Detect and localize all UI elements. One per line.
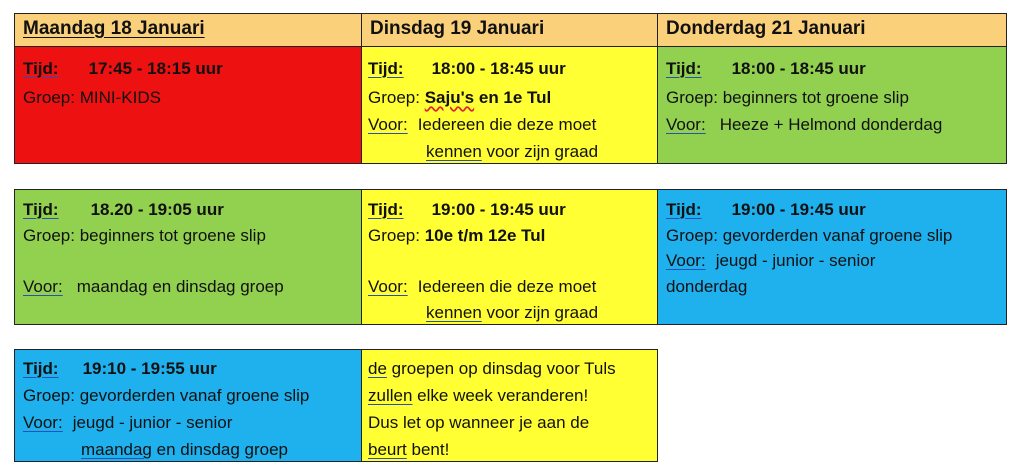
row3-monday-for-2a: maandag — [81, 440, 152, 459]
row2-monday-time-line — [23, 200, 224, 220]
group-label: Groep: — [23, 386, 75, 405]
time-label: Tijd: — [23, 200, 59, 219]
note-2a: zullen — [368, 386, 413, 405]
row2-monday-group: beginners tot groene slip — [79, 226, 266, 245]
time-label: Tijd: — [368, 200, 404, 219]
row1-tuesday-for-1: Iedereen die deze moet — [417, 115, 597, 134]
time-label: Tijd: — [23, 359, 59, 378]
note-line-2 — [368, 386, 588, 406]
row1-tuesday-cell — [361, 46, 658, 164]
row1-thursday-time: 18:00 - 18:45 uur — [731, 59, 866, 78]
time-label: Tijd: — [666, 59, 702, 78]
time-label: Tijd: — [666, 200, 702, 219]
row1-thursday-time-line — [666, 59, 866, 79]
row2-monday-for-line — [23, 277, 284, 297]
row1-tuesday-for-line2 — [426, 142, 598, 162]
for-label: Voor: — [368, 115, 408, 134]
row1-monday-cell — [14, 46, 362, 164]
row1-tuesday-time-line — [368, 59, 566, 79]
row1-monday-group: MINI-KIDS — [79, 88, 161, 107]
group-label: Groep: — [368, 88, 420, 107]
row2-monday-for: maandag en dinsdag groep — [76, 277, 284, 296]
row2-tuesday-for-2b: voor zijn graad — [486, 303, 599, 322]
row1-tuesday-for-2a: kennen — [426, 142, 482, 161]
row3-monday-time-line — [23, 359, 217, 379]
row2-tuesday-for-line2 — [426, 303, 598, 323]
row1-tuesday-time: 18:00 - 18:45 uur — [431, 59, 566, 78]
row2-tuesday-for-1: Iedereen die deze moet — [417, 277, 597, 296]
row3-monday-for-line — [23, 413, 232, 433]
time-label: Tijd: — [368, 59, 404, 78]
row1-monday-time-line — [23, 59, 223, 79]
header-monday-label: Maandag 18 Januari — [23, 18, 205, 39]
row2-tuesday-for-line — [368, 277, 596, 297]
row2-thursday-for-line2: donderdag — [666, 277, 748, 296]
row2-thursday-for-line — [666, 251, 875, 271]
note-line-1 — [368, 359, 616, 379]
row2-thursday-time-line — [666, 200, 866, 220]
row3-monday-cell — [14, 349, 362, 462]
row2-tuesday-group-line — [368, 226, 545, 246]
row1-monday-time: 17:45 - 18:15 uur — [88, 59, 223, 78]
time-label: Tijd: — [23, 59, 59, 78]
row3-monday-for-line2 — [81, 440, 288, 460]
for-label: Voor: — [666, 251, 706, 270]
row1-tuesday-group-a: Saju's — [424, 88, 475, 107]
note-1b: groepen op dinsdag voor Tuls — [391, 359, 616, 378]
group-label: Groep: — [368, 226, 420, 245]
row1-monday-group-line — [23, 88, 161, 108]
row2-thursday-cell — [657, 189, 1007, 325]
row1-thursday-group: beginners tot groene slip — [722, 88, 909, 107]
row2-tuesday-cell — [361, 189, 658, 325]
note-line-4 — [368, 440, 449, 460]
row1-thursday-group-line — [666, 88, 909, 108]
header-thursday-label: Donderdag 21 Januari — [666, 18, 866, 39]
group-label: Groep: — [23, 226, 75, 245]
row2-tuesday-for-2a: kennen — [426, 303, 482, 322]
row2-tuesday-time: 19:00 - 19:45 uur — [431, 200, 566, 219]
note-2b: elke week veranderen! — [417, 386, 589, 405]
row2-monday-cell — [14, 189, 362, 325]
for-label: Voor: — [666, 115, 706, 134]
row2-tuesday-time-line — [368, 200, 566, 220]
row1-tuesday-group-b: en 1e Tul — [478, 88, 552, 107]
row3-monday-time: 19:10 - 19:55 uur — [82, 359, 217, 378]
row3-monday-for-1: jeugd - junior - senior — [72, 413, 233, 432]
header-tuesday — [361, 13, 658, 47]
for-label: Voor: — [23, 277, 63, 296]
row2-thursday-group-line — [666, 226, 952, 246]
row1-tuesday-for-2b: voor zijn graad — [486, 142, 599, 161]
row2-tuesday-group: 10e t/m 12e Tul — [424, 226, 546, 245]
row2-monday-time: 18.20 - 19:05 uur — [90, 200, 224, 219]
note-line-3: Dus let op wanneer je aan de — [368, 413, 590, 432]
note-1a: de — [368, 359, 387, 378]
row3-monday-for-2b: en dinsdag groep — [156, 440, 289, 459]
group-label: Groep: — [666, 88, 718, 107]
row3-monday-group: gevorderden vanaf groene slip — [79, 386, 310, 405]
for-label: Voor: — [368, 277, 408, 296]
row3-monday-group-line — [23, 386, 309, 406]
row1-tuesday-group-line — [368, 88, 551, 108]
header-thursday — [657, 13, 1007, 47]
row1-thursday-for: Heeze + Helmond donderdag — [719, 115, 943, 134]
group-label: Groep: — [23, 88, 75, 107]
row1-tuesday-for-line — [368, 115, 596, 135]
note-4a: beurt — [368, 440, 407, 459]
for-label: Voor: — [23, 413, 63, 432]
row1-thursday-for-line — [666, 115, 942, 135]
row2-thursday-time: 19:00 - 19:45 uur — [731, 200, 866, 219]
group-label: Groep: — [666, 226, 718, 245]
row2-monday-group-line — [23, 226, 266, 246]
row2-thursday-for-1: jeugd - junior - senior — [715, 251, 876, 270]
header-tuesday-label: Dinsdag 19 Januari — [370, 18, 545, 39]
row2-thursday-group: gevorderden vanaf groene slip — [722, 226, 953, 245]
row1-thursday-cell — [657, 46, 1007, 164]
note-4b: bent! — [411, 440, 450, 459]
header-monday — [14, 13, 362, 47]
row3-note-cell — [361, 349, 658, 462]
